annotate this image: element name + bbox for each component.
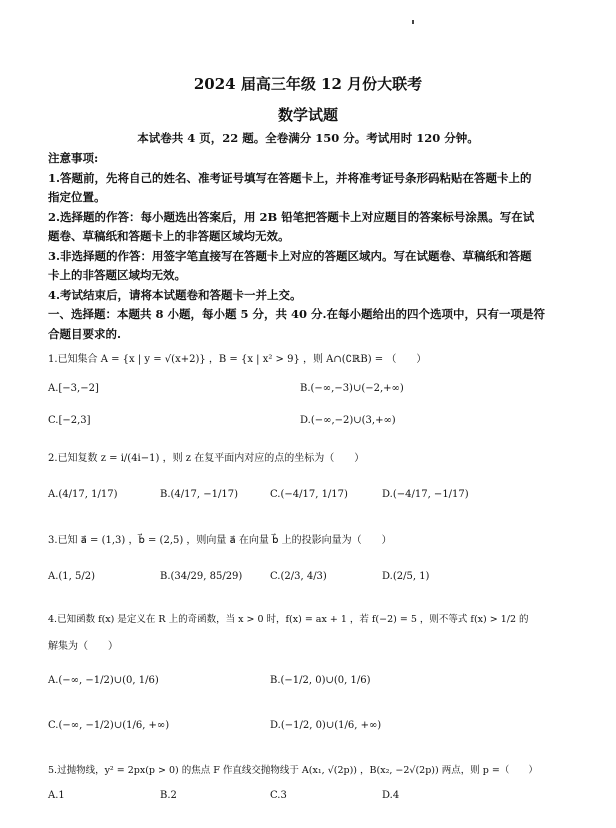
exam-info: 本试卷共 4 页，22 题。全卷满分 150 分。考试用时 120 分钟。	[137, 131, 479, 145]
note-line: 4.考试结束后，请将本试题卷和答题卡一并上交。	[48, 288, 302, 302]
question-3-option-a: A.(1, 5/2)	[48, 571, 96, 582]
question-3-option-d: D.(2/5, 1)	[382, 571, 430, 582]
section-heading-cont: 合题目要求的.	[48, 327, 122, 341]
question-3-stem: 3.已知 a⃗ = (1,3) ，b⃗ = (2,5) ，则向量 a⃗ 在向量 b⃗ 上的投影向量为（ ）	[48, 535, 392, 546]
question-2-option-b: B.(4/17, −1/17)	[160, 489, 238, 500]
question-4-option-a: A.(−∞, −1/2)∪(0, 1/6)	[48, 675, 159, 686]
question-3-option-c: C.(2/3, 4/3)	[270, 571, 327, 582]
question-3-option-b: B.(34/29, 85/29)	[160, 571, 243, 582]
question-5-option-d: D.4	[382, 790, 400, 801]
question-2-option-d: D.(−4/17, −1/17)	[382, 489, 469, 500]
question-1-stem: 1.已知集合 A = {x | y = √(x+2)} ，B = {x | x² > 9} ，则 A∩(∁ℝB) = （ ）	[48, 354, 427, 365]
question-5-option-c: C.3	[270, 790, 287, 801]
question-5-option-b: B.2	[160, 790, 177, 801]
note-line: 3.非选择题的作答：用签字笔直接写在答题卡上对应的答题区域内。写在试题卷、草稿纸和答题	[48, 249, 532, 263]
question-4-option-d: D.(−1/2, 0)∪(1/6, +∞)	[270, 720, 382, 731]
question-5-option-a: A.1	[48, 790, 65, 801]
note-line: 卡上的非答题区域均无效。	[48, 268, 186, 282]
question-4-stem-cont: 解集为（ ）	[48, 641, 118, 652]
note-line: 题卷、草稿纸和答题卡上的非答题区域均无效。	[48, 229, 290, 243]
scan-mark	[412, 20, 414, 24]
question-2-stem: 2.已知复数 z = i/(4i−1) ，则 z 在复平面内对应的点的坐标为（ ）	[48, 453, 365, 464]
note-line: 1.答题前，先将自己的姓名、准考证号填写在答题卡上，并将准考证号条形码粘贴在答题卡上的	[48, 171, 532, 185]
question-2-option-c: C.(−4/17, 1/17)	[270, 489, 348, 500]
question-1-option-b: B.(−∞,−3)∪(−2,+∞)	[300, 383, 404, 394]
question-4-stem: 4.已知函数 f(x) 是定义在 R 上的奇函数，当 x > 0 时，f(x) = ax + 1 ，若 f(−2) = 5 ，则不等式 f(x) > 1/2 的	[48, 614, 529, 625]
question-1-option-c: C.[−2,3]	[48, 415, 91, 426]
question-1-option-d: D.(−∞,−2)∪(3,+∞)	[300, 415, 396, 426]
question-1-option-a: A.[−3,−2]	[48, 383, 99, 394]
exam-title: 2024 届高三年级 12 月份大联考	[193, 75, 423, 93]
question-4-option-c: C.(−∞, −1/2)∪(1/6, +∞)	[48, 720, 170, 731]
question-4-option-b: B.(−1/2, 0)∪(0, 1/6)	[270, 675, 371, 686]
note-line: 2.选择题的作答：每小题选出答案后，用 2B 铅笔把答题卡上对应题目的答案标号涂黑。写在试	[48, 210, 535, 224]
question-5-stem: 5.过抛物线，y² = 2px(p > 0) 的焦点 F 作直线交抛物线于 A(x₁, √(2p)) ，B(x₂, −2√(2p)) 两点，则 p =（ ）	[48, 765, 538, 776]
notes-heading: 注意事项:	[48, 151, 99, 165]
section-heading: 一、选择题：本题共 8 小题，每小题 5 分，共 40 分.在每小题给出的四个选项中，只有一项是符	[48, 307, 546, 321]
question-2-option-a: A.(4/17, 1/17)	[48, 489, 118, 500]
exam-subject: 数学试题	[277, 106, 338, 124]
note-line: 指定位置。	[48, 190, 106, 204]
